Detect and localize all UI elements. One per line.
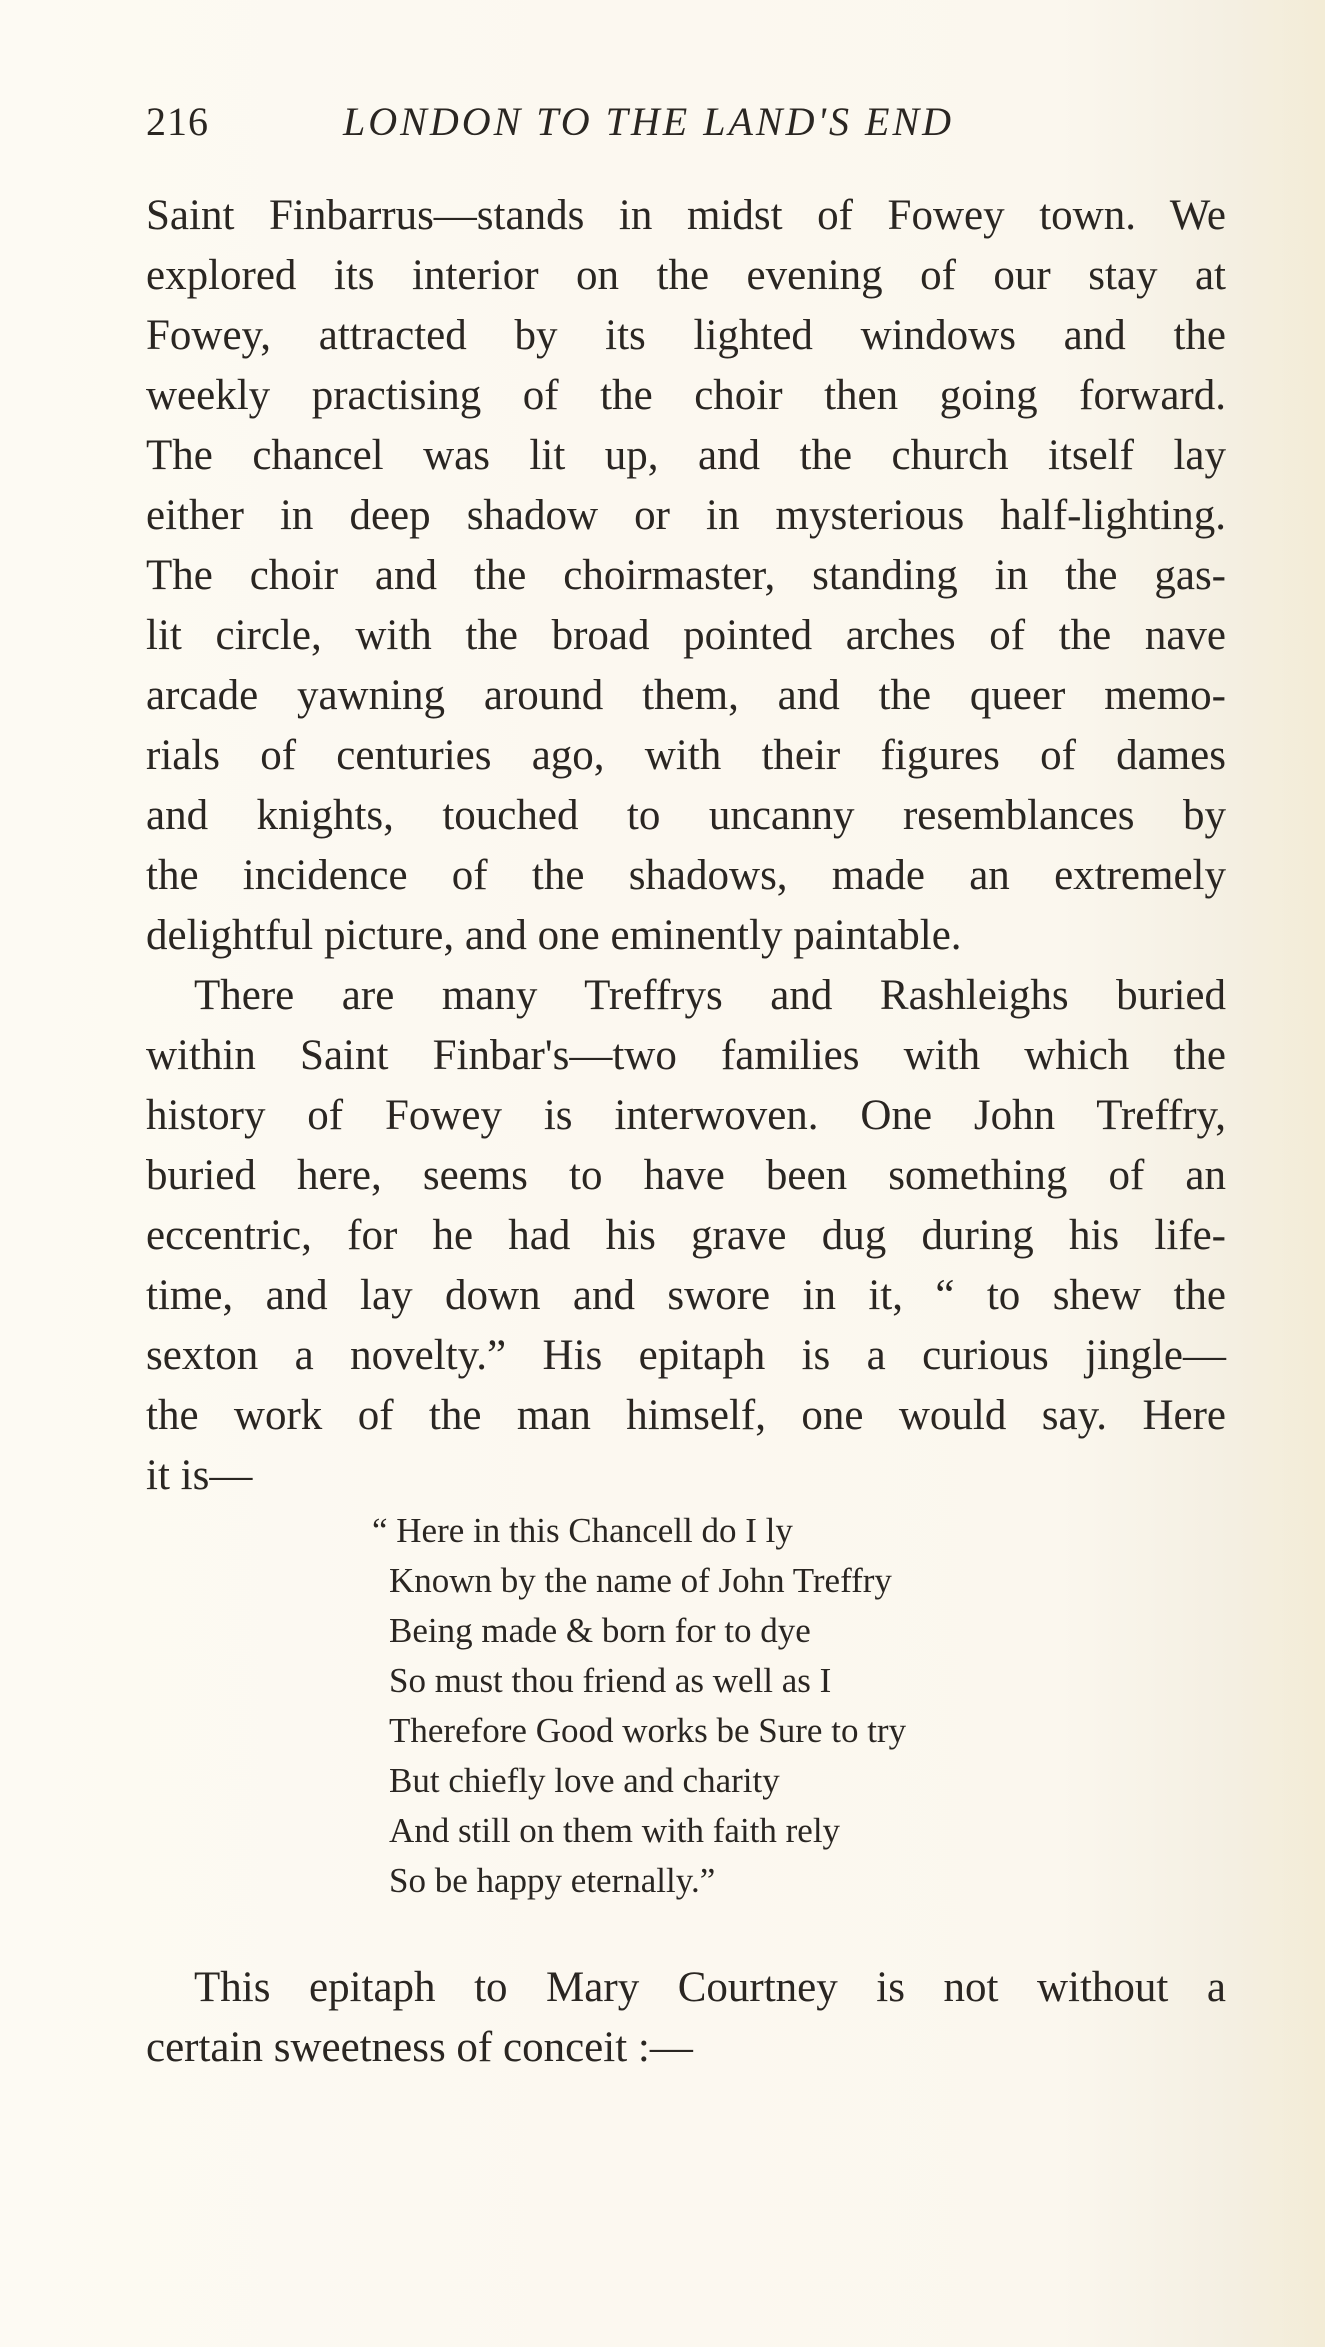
verse-line: Therefore Good works be Sure to try — [389, 1711, 907, 1750]
text-line: buried here, seems to have been something of an — [146, 1152, 1226, 1199]
text-line: it is— — [146, 1452, 253, 1499]
verse-line: Known by the name of John Treffry — [389, 1561, 892, 1600]
text-line: weekly practising of the choir then going forward. — [146, 372, 1226, 419]
text-line: the incidence of the shadows, made an extremely — [146, 852, 1226, 899]
text-line: The choir and the choirmaster, standing in the gas- — [146, 552, 1226, 599]
text-line: explored its interior on the evening of our stay at — [146, 252, 1226, 299]
verse-line: And still on them with faith rely — [389, 1811, 841, 1850]
page-number: 216 — [146, 99, 209, 144]
text-line: arcade yawning around them, and the queer memo- — [146, 672, 1226, 719]
text-line: This epitaph to Mary Courtney is not without a — [194, 1964, 1226, 2011]
text-line: lit circle, with the broad pointed arches of the nave — [146, 612, 1226, 659]
text-line: within Saint Finbar's—two families with which the — [146, 1032, 1226, 1079]
text-line: and knights, touched to uncanny resemblances by — [146, 792, 1226, 839]
text-line: history of Fowey is interwoven. One John Treffry, — [146, 1092, 1226, 1139]
text-line: certain sweetness of conceit :— — [146, 2024, 693, 2071]
text-line: eccentric, for he had his grave dug during his life- — [146, 1212, 1226, 1259]
page-header — [0, 98, 1325, 158]
text-line: The chancel was lit up, and the church itself lay — [146, 432, 1226, 479]
verse-line: But chiefly love and charity — [389, 1761, 780, 1800]
text-line: There are many Treffrys and Rashleighs buried — [194, 972, 1226, 1019]
verse-line: So must thou friend as well as I — [389, 1661, 832, 1700]
text-line: rials of centuries ago, with their figures of dames — [146, 732, 1226, 779]
text-line: Fowey, attracted by its lighted windows and the — [146, 312, 1226, 359]
text-line: delightful picture, and one eminently paintable. — [146, 912, 962, 959]
running-title: LONDON TO THE LAND'S END — [343, 99, 955, 144]
text-line: the work of the man himself, one would say. Here — [146, 1392, 1226, 1439]
verse-line: So be happy eternally.” — [389, 1861, 716, 1900]
text-line: sexton a novelty.” His epitaph is a curious jingle— — [146, 1332, 1226, 1379]
verse-line: Being made & born for to dye — [389, 1611, 811, 1650]
text-line: Saint Finbarrus—stands in midst of Fowey town. We — [146, 192, 1226, 239]
verse-line: “ Here in this Chancell do I ly — [372, 1511, 793, 1550]
text-line: either in deep shadow or in mysterious half-lighting. — [146, 492, 1226, 539]
text-line: time, and lay down and swore in it, “ to shew the — [146, 1272, 1226, 1319]
